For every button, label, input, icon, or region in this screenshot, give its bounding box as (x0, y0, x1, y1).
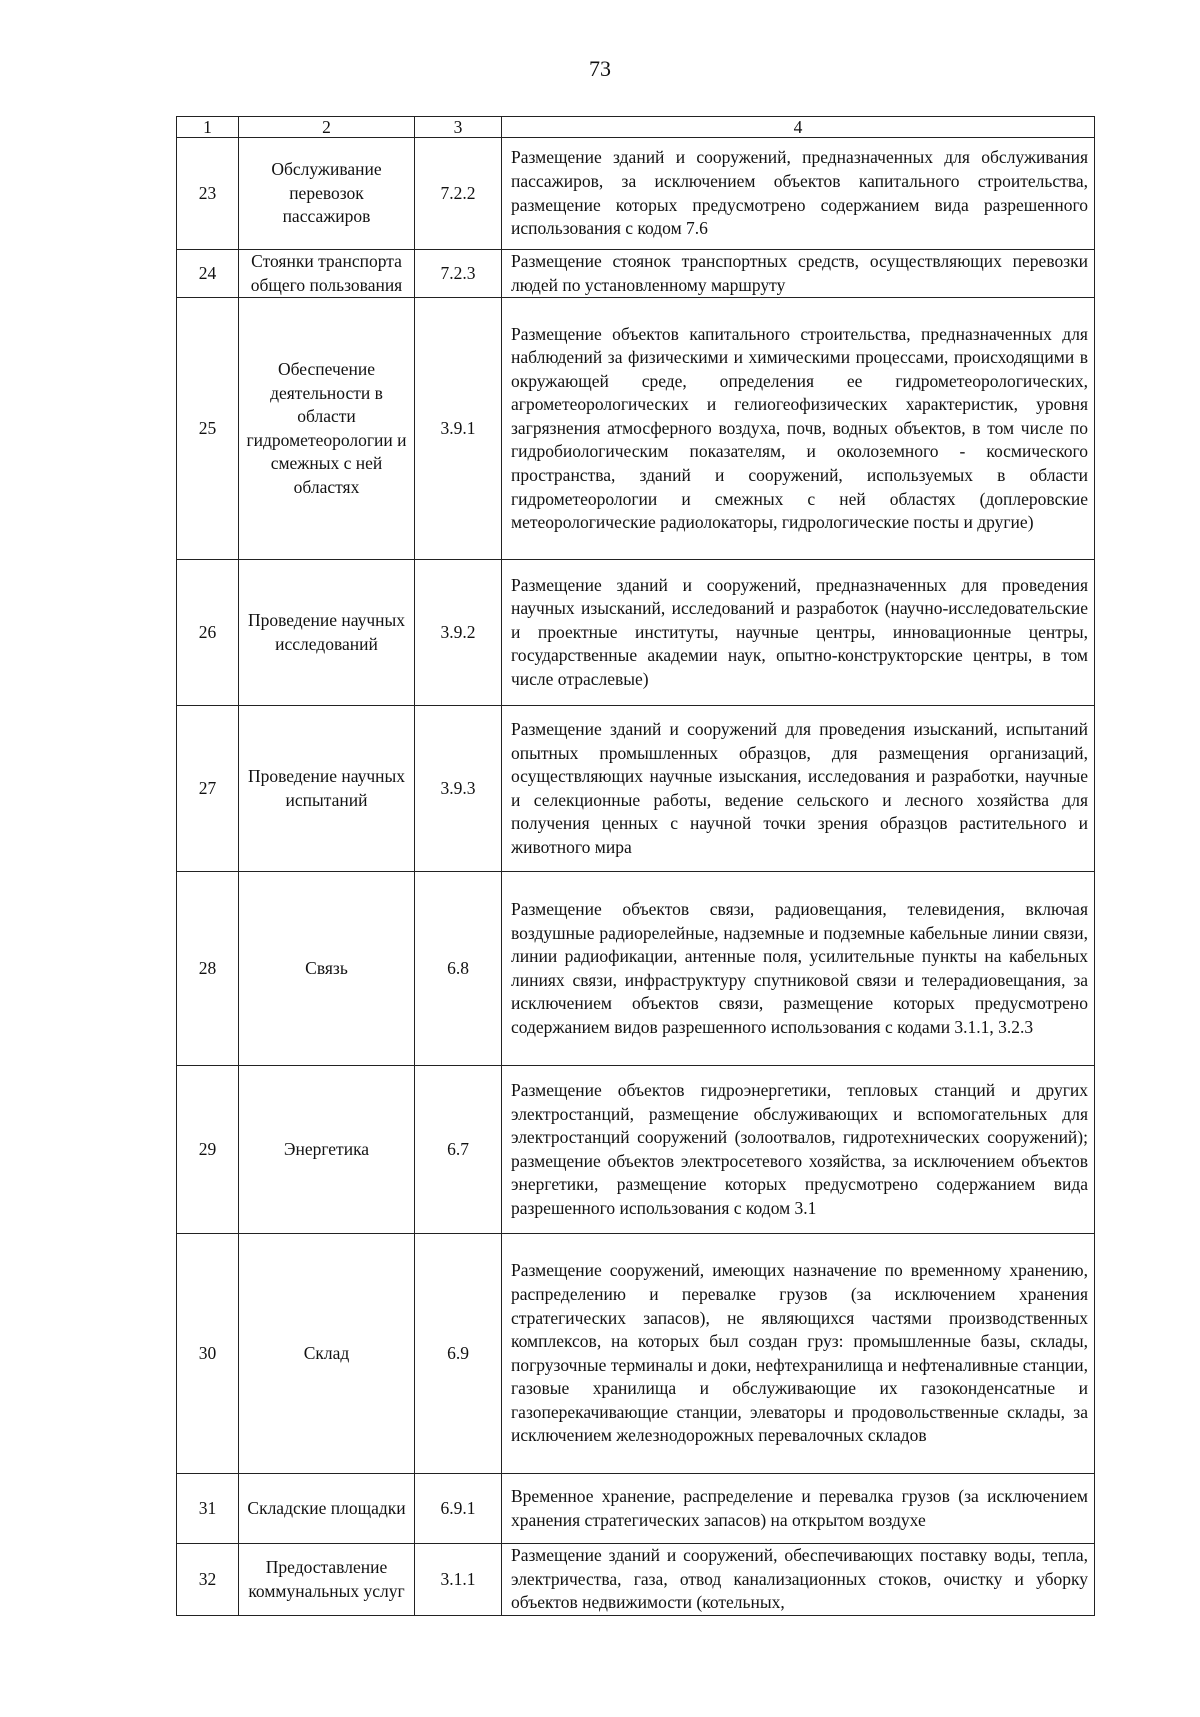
row-number: 29 (177, 1066, 239, 1234)
use-type-description: Размещение зданий и сооружений, обеспечивающих поставку воды, тепла, электричества, газа, отвод канализационных стоков, очистку и уборку объектов недвижимости (котельных, (502, 1544, 1095, 1616)
use-type-code: 7.2.2 (415, 138, 502, 250)
use-type-description: Размещение зданий и сооружений, предназначенных для проведения научных изысканий, исследований и разработок (научно-исследовательские и проектные институты, научные центры, инновационные центры, государственные академии наук, опытно-конструкторские центры, в том числе отраслевые) (502, 560, 1095, 706)
use-type-description: Размещение объектов капитального строительства, предназначенных для наблюдений за физическими и химическими процессами, происходящими в окружающей среде, определения ее гидрометеорологических, агрометеорологических и гелиогеофизических характеристик, уровня загрязнения атмосферного воздуха, почв, водных объектов, в том числе по гидробиологическим показателям, и околоземного - космического пространства, зданий и сооружений, используемых в области гидрометеорологии и смежных с ней областях (доплеровские метеорологические радиолокаторы, гидрологические посты и другие) (502, 298, 1095, 560)
row-number: 31 (177, 1474, 239, 1544)
use-type-name: Энергетика (239, 1066, 415, 1234)
use-type-name: Предоставление коммунальных услуг (239, 1544, 415, 1616)
row-number: 23 (177, 138, 239, 250)
use-type-code: 7.2.3 (415, 250, 502, 298)
use-type-name: Стоянки транспорта общего пользования (239, 250, 415, 298)
row-number: 27 (177, 706, 239, 872)
row-number: 25 (177, 298, 239, 560)
use-type-name: Связь (239, 872, 415, 1066)
row-number: 24 (177, 250, 239, 298)
table-row (177, 138, 1095, 250)
use-type-name: Складские площадки (239, 1474, 415, 1544)
table-row (177, 1234, 1095, 1474)
use-type-description: Временное хранение, распределение и перевалка грузов (за исключением хранения стратегических запасов) на открытом воздухе (502, 1474, 1095, 1544)
table-row (177, 1474, 1095, 1544)
row-number: 26 (177, 560, 239, 706)
use-type-name: Склад (239, 1234, 415, 1474)
table-row (177, 872, 1095, 1066)
use-type-code: 6.7 (415, 1066, 502, 1234)
use-type-description: Размещение объектов гидроэнергетики, тепловых станций и других электростанций, размещение обслуживающих и вспомогательных для электростанций сооружений (золоотвалов, гидротехнических сооружений); размещение объектов электросетевого хозяйства, за исключением объектов энергетики, размещение которых предусмотрено содержанием вида разрешенного использования с кодом 3.1 (502, 1066, 1095, 1234)
header-row (177, 117, 1095, 138)
use-type-description: Размещение сооружений, имеющих назначение по временному хранению, распределению и перевалке грузов (за исключением хранения стратегических запасов), не являющихся частями производственных комплексов, на которых был создан груз: промышленные базы, склады, погрузочные терминалы и доки, нефтехранилища и нефтеналивные станции, газовые хранилища и обслуживающие их газоконденсатные и газоперекачивающие станции, элеваторы и продовольственные склады, за исключением железнодорожных перевалочных складов (502, 1234, 1095, 1474)
use-type-code: 6.9 (415, 1234, 502, 1474)
use-type-code: 6.9.1 (415, 1474, 502, 1544)
use-type-description: Размещение объектов связи, радиовещания, телевидения, включая воздушные радиорелейные, надземные и подземные кабельные линии связи, линии радиофикации, антенные поля, усилительные пункты на кабельных линиях связи, инфраструктуру спутниковой связи и телерадиовещания, за исключением объектов связи, размещение которых предусмотрено содержанием видов разрешенного использования с кодами 3.1.1, 3.2.3 (502, 872, 1095, 1066)
use-type-code: 6.8 (415, 872, 502, 1066)
table-row (177, 560, 1095, 706)
use-type-name: Проведение научных исследований (239, 560, 415, 706)
row-number: 30 (177, 1234, 239, 1474)
use-type-code: 3.9.2 (415, 560, 502, 706)
use-type-code: 3.9.3 (415, 706, 502, 872)
use-type-description: Размещение стоянок транспортных средств, осуществляющих перевозки людей по установленному маршруту (502, 250, 1095, 298)
use-type-description: Размещение зданий и сооружений для проведения изысканий, испытаний опытных промышленных образцов, для размещения организаций, осуществляющих научные изыскания, исследования и разработки, научные и селекционные работы, ведение сельского и лесного хозяйства для получения ценных с научной точки зрения образцов растительного и животного мира (502, 706, 1095, 872)
use-type-name: Обслуживание перевозок пассажиров (239, 138, 415, 250)
table-row (177, 706, 1095, 872)
use-type-name: Проведение научных испытаний (239, 706, 415, 872)
row-number: 28 (177, 872, 239, 1066)
header-col-2: 2 (239, 117, 415, 138)
table-row (177, 298, 1095, 560)
use-type-description: Размещение зданий и сооружений, предназначенных для обслуживания пассажиров, за исключением объектов капитального строительства, размещение которых предусмотрено содержанием вида разрешенного использования с кодом 7.6 (502, 138, 1095, 250)
table-row (177, 250, 1095, 298)
land-use-table (176, 116, 1095, 1616)
use-type-code: 3.9.1 (415, 298, 502, 560)
header-col-4: 4 (502, 117, 1095, 138)
row-number: 32 (177, 1544, 239, 1616)
use-type-code: 3.1.1 (415, 1544, 502, 1616)
header-col-3: 3 (415, 117, 502, 138)
header-col-1: 1 (177, 117, 239, 138)
table-row (177, 1544, 1095, 1616)
page-number: 73 (589, 56, 611, 81)
table-row (177, 1066, 1095, 1234)
use-type-name: Обеспечение деятельности в области гидрометеорологии и смежных с ней областях (239, 298, 415, 560)
